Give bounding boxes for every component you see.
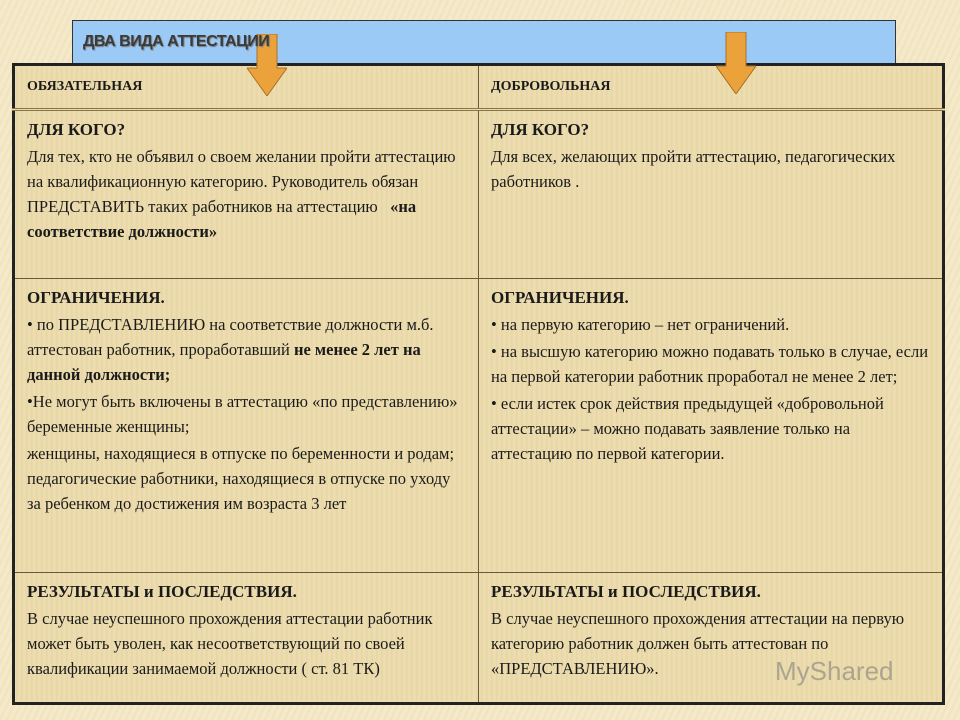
cell-heading: ДЛЯ КОГО?	[27, 120, 126, 139]
table-header-row	[14, 65, 944, 110]
column-header-mandatory: ОБЯЗАТЕЛЬНАЯ	[14, 65, 479, 110]
cell-text: •Не могут быть включены в аттестацию «по представлению» беременные женщины;	[27, 392, 458, 436]
cell-mandatory-results	[14, 573, 479, 704]
cell-text	[27, 312, 466, 387]
cell-text: • на высшую категорию можно подавать только в случае, если на первой категории работник проработал не менее 2 лет;	[491, 342, 929, 386]
cell-text: женщины, находящиеся в отпуске по беременности и родам; педагогические работники, находящиеся в отпуске по уходу за ребенком до достижения им возраста 3 лет	[27, 444, 455, 513]
cell-text: В случае неуспешного прохождения аттестации на первую категорию работник должен быть аттестован по «ПРЕДСТАВЛЕНИЮ».	[491, 609, 905, 678]
down-arrow-icon	[716, 32, 756, 94]
table-row-restrictions	[14, 279, 944, 573]
cell-heading: ОГРАНИЧЕНИЯ.	[491, 288, 629, 307]
cell-heading: РЕЗУЛЬТАТЫ и ПОСЛЕДСТВИЯ.	[491, 582, 761, 601]
column-header-voluntary: ДОБРОВОЛЬНАЯ	[479, 65, 944, 110]
comparison-table	[12, 63, 945, 705]
cell-text: • если истек срок действия предыдущей «добровольной аттестации» – можно подавать заявление только на аттестацию по первой категории.	[491, 394, 884, 463]
cell-text: В случае неуспешного прохождения аттестации работник может быть уволен, как несоответствующий по своей квалификации занимаемой должности ( ст. 81 ТК)	[27, 609, 433, 678]
cell-text	[27, 144, 466, 244]
watermark: MyShared	[775, 656, 894, 686]
table-row-who	[14, 110, 944, 279]
cell-voluntary-who	[479, 110, 944, 279]
cell-heading: ОГРАНИЧЕНИЯ.	[27, 288, 165, 307]
cell-voluntary-restrictions	[479, 279, 944, 573]
slide-title: ДВА ВИДА АТТЕСТАЦИИ	[83, 33, 270, 50]
cell-mandatory-who	[14, 110, 479, 279]
cell-mandatory-restrictions	[14, 279, 479, 573]
cell-text-bold: «на соответствие должности»	[27, 197, 417, 241]
cell-text-part: • по ПРЕДСТАВЛЕНИЮ на соответствие должности м.б. аттестован работник, проработавший	[27, 315, 434, 359]
cell-text-bold: не менее 2 лет на данной должности;	[27, 340, 421, 384]
cell-heading: ДЛЯ КОГО?	[491, 120, 590, 139]
cell-heading: РЕЗУЛЬТАТЫ и ПОСЛЕДСТВИЯ.	[27, 582, 297, 601]
cell-text: • на первую категорию – нет ограничений.	[491, 315, 790, 334]
cell-text-part: Для тех, кто не объявил о своем желании пройти аттестацию на квалификационную категорию. Руководитель обязан ПРЕДСТАВИТЬ таких работников на аттестацию	[27, 147, 456, 216]
cell-text: Для всех, желающих пройти аттестацию, педагогических работников .	[491, 147, 896, 191]
